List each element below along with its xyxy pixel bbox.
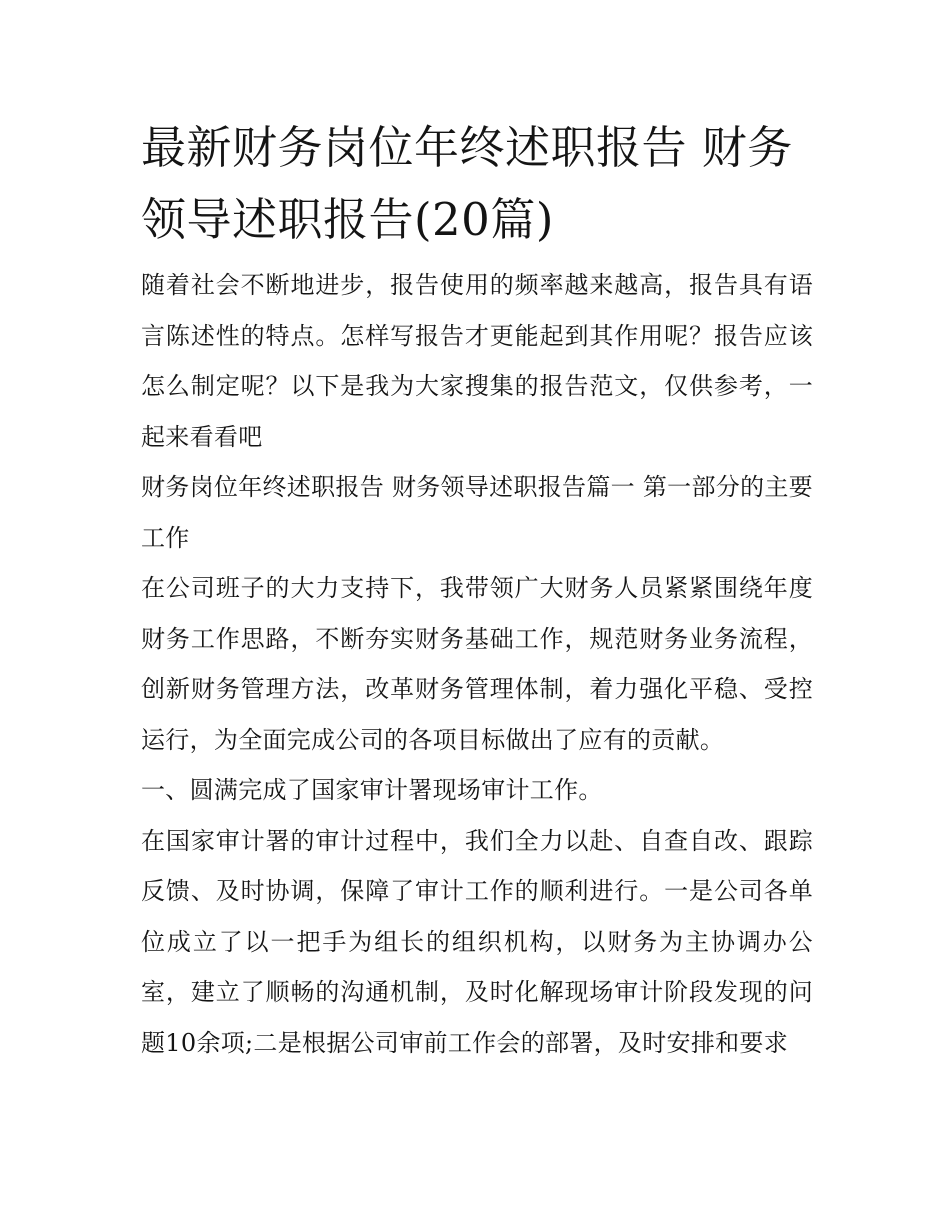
section-heading: 财务岗位年终述职报告 财务领导述职报告篇一 第一部分的主要工作 (141, 473, 813, 552)
subsection-heading: 一、圆满完成了国家审计署现场审计工作。 (141, 776, 603, 804)
intro-paragraph: 随着社会不断地进步，报告使用的频率越来越高，报告具有语言陈述性的特点。怎样写报告才更能起到其作用呢？报告应该怎么制定呢？以下是我为大家搜集的报告范文，仅供参考，一起来看看吧 (141, 271, 813, 451)
document-title: 最新财务岗位年终述职报告 财务领导述职报告(20篇) (141, 121, 793, 246)
body-paragraph: 在公司班子的大力支持下，我带领广大财务人员紧紧围绕年度财务工作思路，不断夯实财务基础工作，规范财务业务流程，创新财务管理方法，改革财务管理体制，着力强化平稳、受控运行，为全面完成公司的各项目标做出了应有的贡献。 (141, 574, 813, 754)
document-body (141, 112, 813, 1068)
body-paragraph: 在国家审计署的审计过程中，我们全力以赴、自查自改、跟踪反馈、及时协调，保障了审计工作的顺利进行。一是公司各单位成立了以一把手为组长的组织机构，以财务为主协调办公室，建立了顺畅的沟通机制，及时化解现场审计阶段发现的问题10余项;二是根据公司审前工作会的部署，及时安排和要求 (141, 826, 813, 1057)
